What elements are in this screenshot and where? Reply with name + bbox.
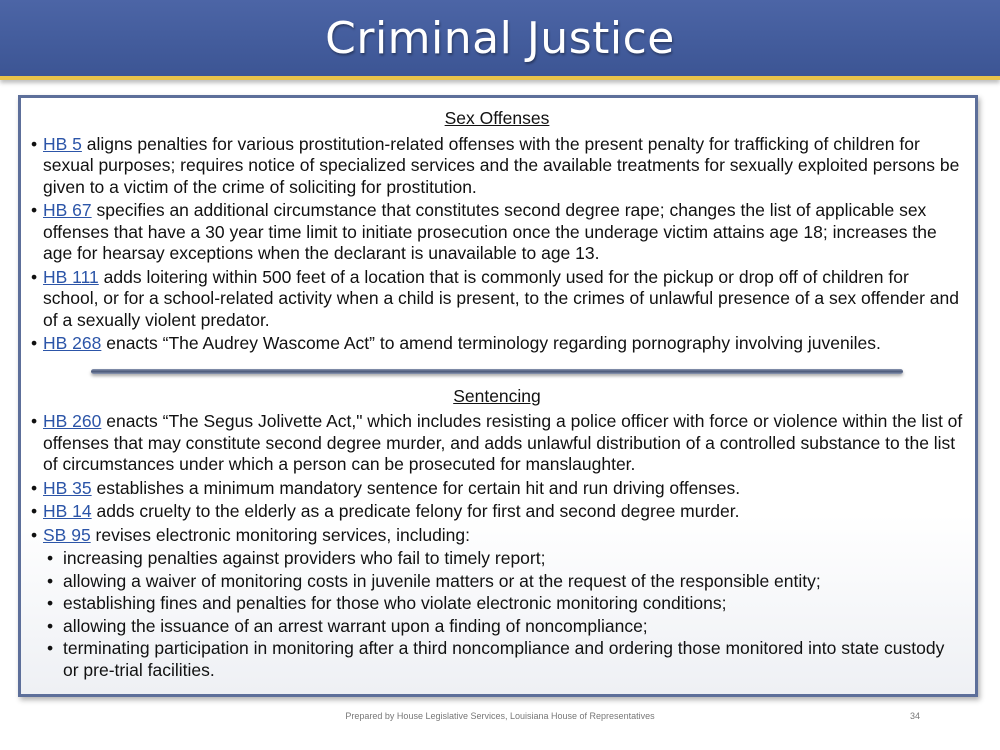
- bullet-icon: •: [47, 570, 54, 591]
- list-item: [31, 501, 963, 523]
- bill-description: adds loitering within 500 feet of a location that is commonly used for the pickup or drop off of children for school, or for a school-related activity when a child is present, to the crimes of unlawful presence of a sex offender and of a sexually violent predator.: [43, 266, 959, 330]
- list-item: [31, 478, 963, 500]
- sub-list-item: [47, 593, 963, 615]
- sub-item-text: terminating participation in monitoring after a third noncompliance and ordering those monitored into state custody or pre-trial facilities.: [63, 638, 945, 680]
- sub-list-item: [47, 548, 963, 570]
- bill-link-sb95[interactable]: SB 95: [43, 524, 91, 545]
- bill-description: establishes a minimum mandatory sentence for certain hit and run driving offenses.: [91, 477, 741, 498]
- bill-description: specifies an additional circumstance that constitutes second degree rape; changes the list of applicable sex offenses that have a 30 year time limit to initiate prosecution once the underage victim attains age 18; increases the age for hearsay exceptions when the declarant is unavailable to age 13.: [43, 200, 937, 263]
- bullet-icon: •: [47, 615, 54, 636]
- bill-link-hb14[interactable]: HB 14: [43, 501, 92, 521]
- bill-link-hb268[interactable]: HB 268: [43, 333, 102, 353]
- bullet-icon: •: [47, 638, 54, 658]
- bill-description: aligns penalties for various prostitution-related offenses with the present penalty for trafficking of children for sexual purposes; requires notice of specialized services and the available treatments for sexually exploited persons be given to a victim of the crime of soliciting for prostitution.: [43, 133, 960, 197]
- page-title: Criminal Justice: [325, 12, 675, 64]
- bill-link-hb5[interactable]: HB 5: [43, 133, 82, 154]
- list-item: [31, 134, 963, 199]
- page-number: 34: [910, 711, 921, 721]
- section-heading-sentencing: Sentencing: [453, 385, 541, 406]
- bullet-icon: •: [47, 593, 54, 613]
- section-divider: [91, 369, 903, 374]
- bullet-icon: •: [31, 133, 38, 154]
- sub-list-item: [47, 571, 963, 593]
- sb95-sub-list: [47, 548, 963, 681]
- bullet-icon: •: [31, 524, 38, 545]
- list-item: [31, 525, 963, 547]
- sub-item-text: increasing penalties against providers who fail to timely report;: [63, 548, 546, 568]
- list-item: [31, 200, 963, 265]
- bullet-icon: •: [31, 266, 38, 287]
- content-panel: [18, 95, 978, 697]
- bullet-icon: •: [31, 333, 38, 353]
- bill-link-hb260[interactable]: HB 260: [43, 411, 102, 431]
- list-item: [31, 267, 963, 332]
- bullet-icon: •: [47, 548, 54, 568]
- bill-description: enacts “The Segus Jolivette Act," which includes resisting a police officer with force or violence within the list of offenses that may constitute second degree murder, and adds unlawful distribution of a controlled substance to the list of circumstances under which a person can be prosecuted for manslaughter.: [43, 411, 963, 474]
- bill-description: enacts “The Audrey Wascome Act” to amend terminology regarding pornography involving juveniles.: [101, 333, 881, 353]
- bill-link-hb111[interactable]: HB 111: [43, 266, 99, 287]
- bullet-icon: •: [31, 411, 38, 431]
- list-item: [31, 333, 963, 355]
- sub-item-text: allowing a waiver of monitoring costs in juvenile matters or at the request of the responsible entity;: [63, 570, 821, 591]
- sub-list-item: [47, 616, 963, 638]
- title-bar: [0, 0, 1000, 80]
- section-heading-sex-offenses: Sex Offenses: [444, 108, 550, 128]
- list-item: [31, 411, 963, 476]
- bill-link-hb67[interactable]: HB 67: [43, 200, 92, 220]
- footer-credit: Prepared by House Legislative Services, Louisiana House of Representatives: [345, 711, 655, 721]
- sub-item-text: allowing the issuance of an arrest warrant upon a finding of noncompliance;: [63, 615, 648, 636]
- sub-item-text: establishing fines and penalties for those who violate electronic monitoring conditions;: [63, 593, 727, 613]
- bill-link-hb35[interactable]: HB 35: [43, 477, 92, 498]
- bullet-icon: •: [31, 477, 38, 498]
- sub-list-item: [47, 638, 963, 681]
- bullet-icon: •: [31, 200, 38, 220]
- bill-description: revises electronic monitoring services, including:: [90, 524, 471, 545]
- bill-description: adds cruelty to the elderly as a predicate felony for first and second degree murder.: [91, 501, 740, 521]
- bullet-icon: •: [31, 501, 38, 521]
